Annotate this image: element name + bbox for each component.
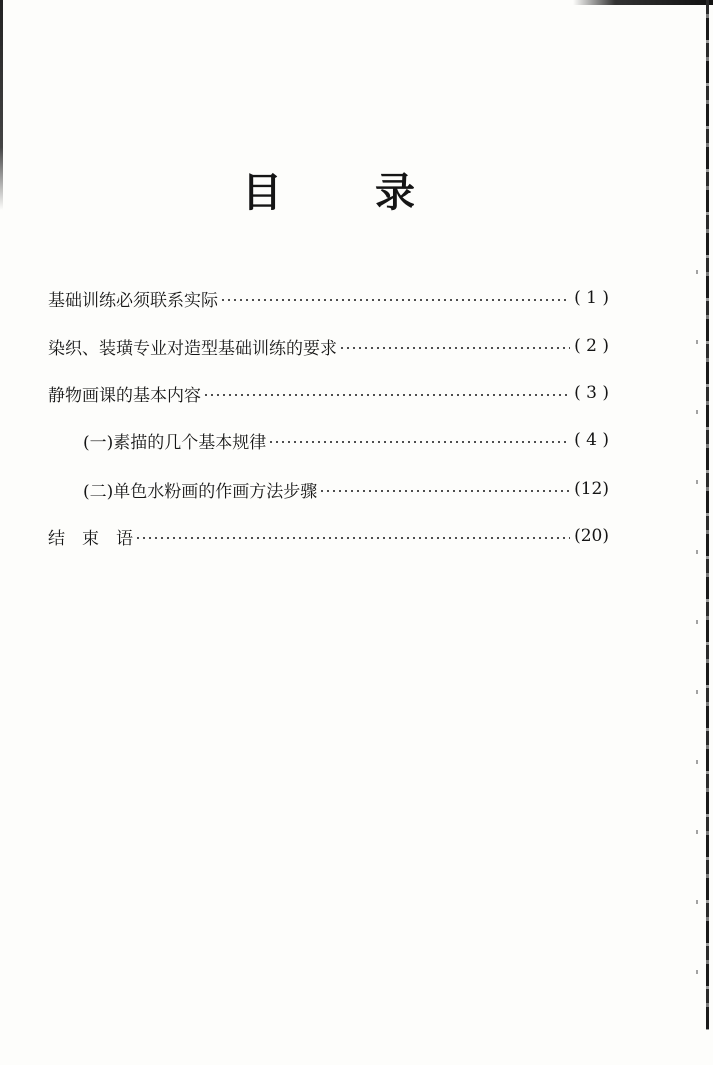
title-char-2: 录 xyxy=(375,169,415,216)
toc-entry-page: ( 4 ) xyxy=(574,430,609,450)
toc-dot-leader xyxy=(319,490,570,492)
toc-dot-leader xyxy=(339,347,570,349)
toc-entry-page: (20) xyxy=(574,526,609,546)
title-char-1: 目 xyxy=(242,169,282,216)
toc-entry-page: (12) xyxy=(574,479,609,499)
toc-entry-label: 染织、装璜专业对造型基础训练的要求 xyxy=(48,338,337,359)
toc-entry xyxy=(48,378,609,408)
toc-entry-label: 静物画课的基本内容 xyxy=(48,385,201,406)
toc-entry xyxy=(48,331,609,361)
toc-entry-label: (二)单色水粉画的作画方法步骤 xyxy=(83,481,318,502)
toc-entry-page: ( 1 ) xyxy=(574,288,609,308)
toc-dot-leader xyxy=(220,299,570,301)
toc-entry-page: ( 2 ) xyxy=(574,336,609,356)
toc-entry xyxy=(83,474,609,504)
toc-entry-page: ( 3 ) xyxy=(574,383,609,403)
toc-entry xyxy=(48,521,609,551)
toc-dot-leader xyxy=(268,441,570,443)
toc-dot-leader xyxy=(135,537,570,539)
toc-entry-label: 基础训练必须联系实际 xyxy=(48,290,218,311)
toc-entry-label: (一)素描的几个基本规律 xyxy=(83,432,267,453)
toc-dot-leader xyxy=(203,394,570,396)
toc-entry xyxy=(48,283,609,313)
toc-entry xyxy=(83,425,609,455)
toc-entry-label: 结 束 语 xyxy=(48,528,133,549)
